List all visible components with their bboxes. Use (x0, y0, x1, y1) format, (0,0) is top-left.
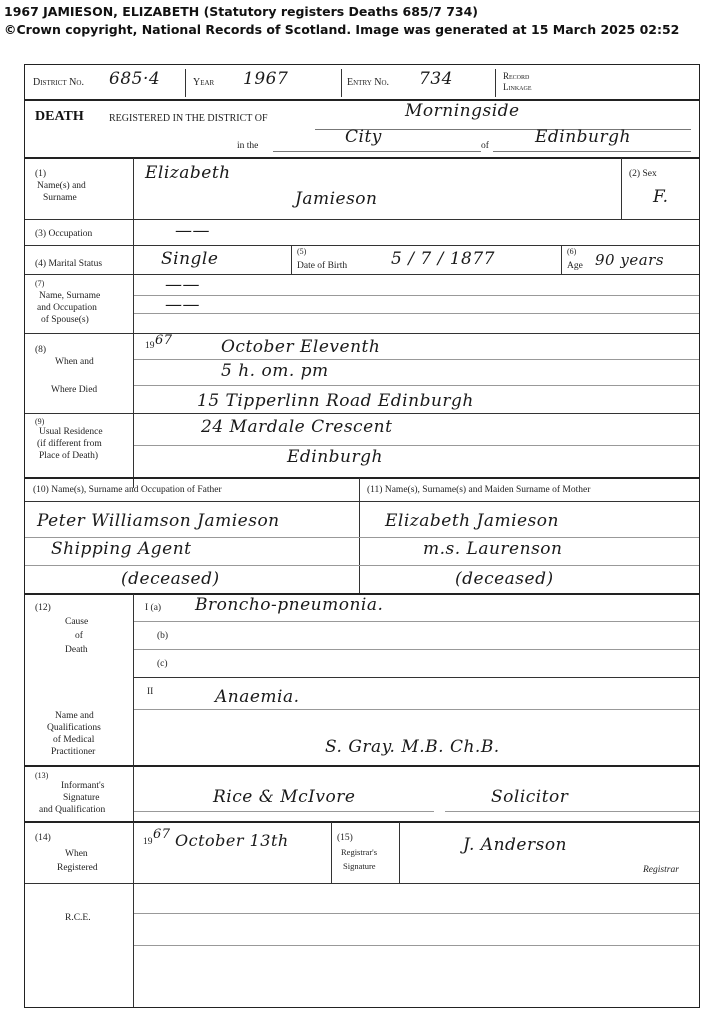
age-value: 90 years (595, 251, 665, 269)
usual-residence-line-1: 24 Mardale Crescent (201, 417, 393, 437)
mother-maiden-surname: m.s. Laurenson (423, 539, 563, 559)
forename-value: Elizabeth (145, 163, 231, 183)
place-of-death: 15 Tipperlinn Road Edinburgh (197, 391, 474, 411)
sex-value: F. (653, 187, 669, 207)
cause-1b-label: (b) (157, 631, 169, 641)
mother-name: Elizabeth Jamieson (385, 511, 559, 531)
district-no-label: District No. (33, 77, 84, 88)
spouse-label: Name, Surname (39, 291, 101, 301)
father-name: Peter Williamson Jamieson (37, 511, 280, 531)
in-the-label: in the (237, 141, 259, 151)
registrar-signature: J. Anderson (463, 835, 568, 855)
record-linkage-label: Record (503, 71, 530, 81)
informant-label: Informant's (61, 781, 105, 791)
entry-no-value: 734 (419, 69, 453, 89)
district-no-value: 685·4 (109, 69, 161, 89)
mother-status: (deceased) (455, 569, 554, 589)
date-of-birth-label: Date of Birth (297, 261, 348, 271)
document-title: 1967 JAMIESON, ELIZABETH (Statutory registers Deaths 685/7 734) (4, 4, 479, 19)
date-of-death: October Eleventh (221, 337, 381, 357)
registrar-caption: Registrar (643, 865, 679, 875)
entry-no-label: Entry No. (347, 77, 390, 88)
medical-practitioner-signature: S. Gray. M.B. Ch.B. (325, 737, 500, 757)
usual-residence-line-2: Edinburgh (287, 447, 383, 467)
copyright-notice: ©Crown copyright, National Records of Scotland. Image was generated at 15 March 2025 02:52 (4, 22, 680, 37)
informant-signature: Rice & McIvore (213, 787, 356, 807)
year-label: Year (193, 77, 215, 88)
registration-area: City (345, 127, 382, 147)
death-heading: DEATH (35, 109, 84, 124)
surname-value: Jamieson (295, 189, 378, 209)
date-of-birth-value: 5 / 7 / 1877 (391, 249, 495, 269)
father-occupation: Shipping Agent (51, 539, 192, 559)
sex-label: (2) Sex (629, 169, 657, 179)
rce-label: R.C.E. (65, 913, 91, 923)
name-label: Name(s) and (37, 181, 86, 191)
when-where-died-label: When and (55, 357, 94, 367)
occupation-value: —— (175, 221, 210, 241)
when-registered-label: When (65, 849, 88, 859)
cause-1c-label: (c) (157, 659, 168, 669)
mother-label: (11) Name(s), Surname(s) and Maiden Surname of Mother (367, 485, 591, 495)
registrar-signature-label: Registrar's (341, 847, 377, 857)
year-value: 1967 (243, 69, 289, 89)
registration-place: Edinburgh (535, 127, 631, 147)
occupation-label: (3) Occupation (35, 229, 93, 239)
registration-district: Morningside (405, 101, 520, 121)
registration-date: October 13th (175, 831, 289, 850)
marital-status-label: (4) Marital Status (35, 259, 103, 269)
age-label: Age (567, 261, 583, 271)
spouse-dash-2: —— (165, 295, 200, 315)
father-status: (deceased) (121, 569, 220, 589)
registered-in-label: REGISTERED IN THE DISTRICT OF (109, 113, 268, 124)
cause-1a-label: I (a) (145, 603, 162, 613)
time-of-death: 5 h. om. pm (221, 361, 329, 381)
cause-1a-value: Broncho-pneumonia. (195, 595, 384, 615)
marital-status-value: Single (161, 249, 219, 269)
cause-of-death-label: Cause (65, 617, 89, 627)
death-register-form: District No. 685·4 Year 1967 Entry No. 734 Record Linkage DEATH REGISTERED IN THE DISTRICT OF Morningside in the City of Edinburgh (1) Name(s) and Surname Elizabeth Jamieson (2) Sex F. (3) Occupation —— (4) Marital Status Single (5) Date of Birth 5 / 7 / 1877 (6) Age 90 years (7) Name, Surname and Occupation of Spouse(s) —— —— (8) When and Where Died 19 67 October Eleventh 5 h. om. pm 15 Tipperlinn Road Edinburgh (9) Usual Residence (if different from Place of Death) 24 Mardale Crescent Edinburgh (10) Name(s), Surname and Occupation of Father (11) Name(s), Surname(s) and Maiden Surname of Mother Peter Williamson Jamieson Elizabeth Jamieson Shipping Agent m.s. Laurenson (deceased) (deceased) (12) Cause of Death I (a) Broncho-pneumonia. (b) (c) II Anaemia. Name and Qualifications of Medical Practitioner S. Gray. M.B. Ch.B. (13) Informant's Signature and Qualification Rice & McIvore Solicitor (14) When Registered 19 67 October 13th (15) Registrar's Signature J. Anderson Registrar R.C.E. (24, 64, 700, 1008)
father-label: (10) Name(s), Surname and Occupation of Father (33, 485, 222, 495)
medical-practitioner-label: Name and (55, 711, 94, 721)
usual-residence-label: Usual Residence (39, 427, 103, 437)
spouse-dash-1: —— (165, 275, 200, 295)
informant-qualification: Solicitor (491, 787, 569, 807)
cause-2-label: II (147, 687, 154, 697)
cause-2-value: Anaemia. (215, 687, 300, 707)
